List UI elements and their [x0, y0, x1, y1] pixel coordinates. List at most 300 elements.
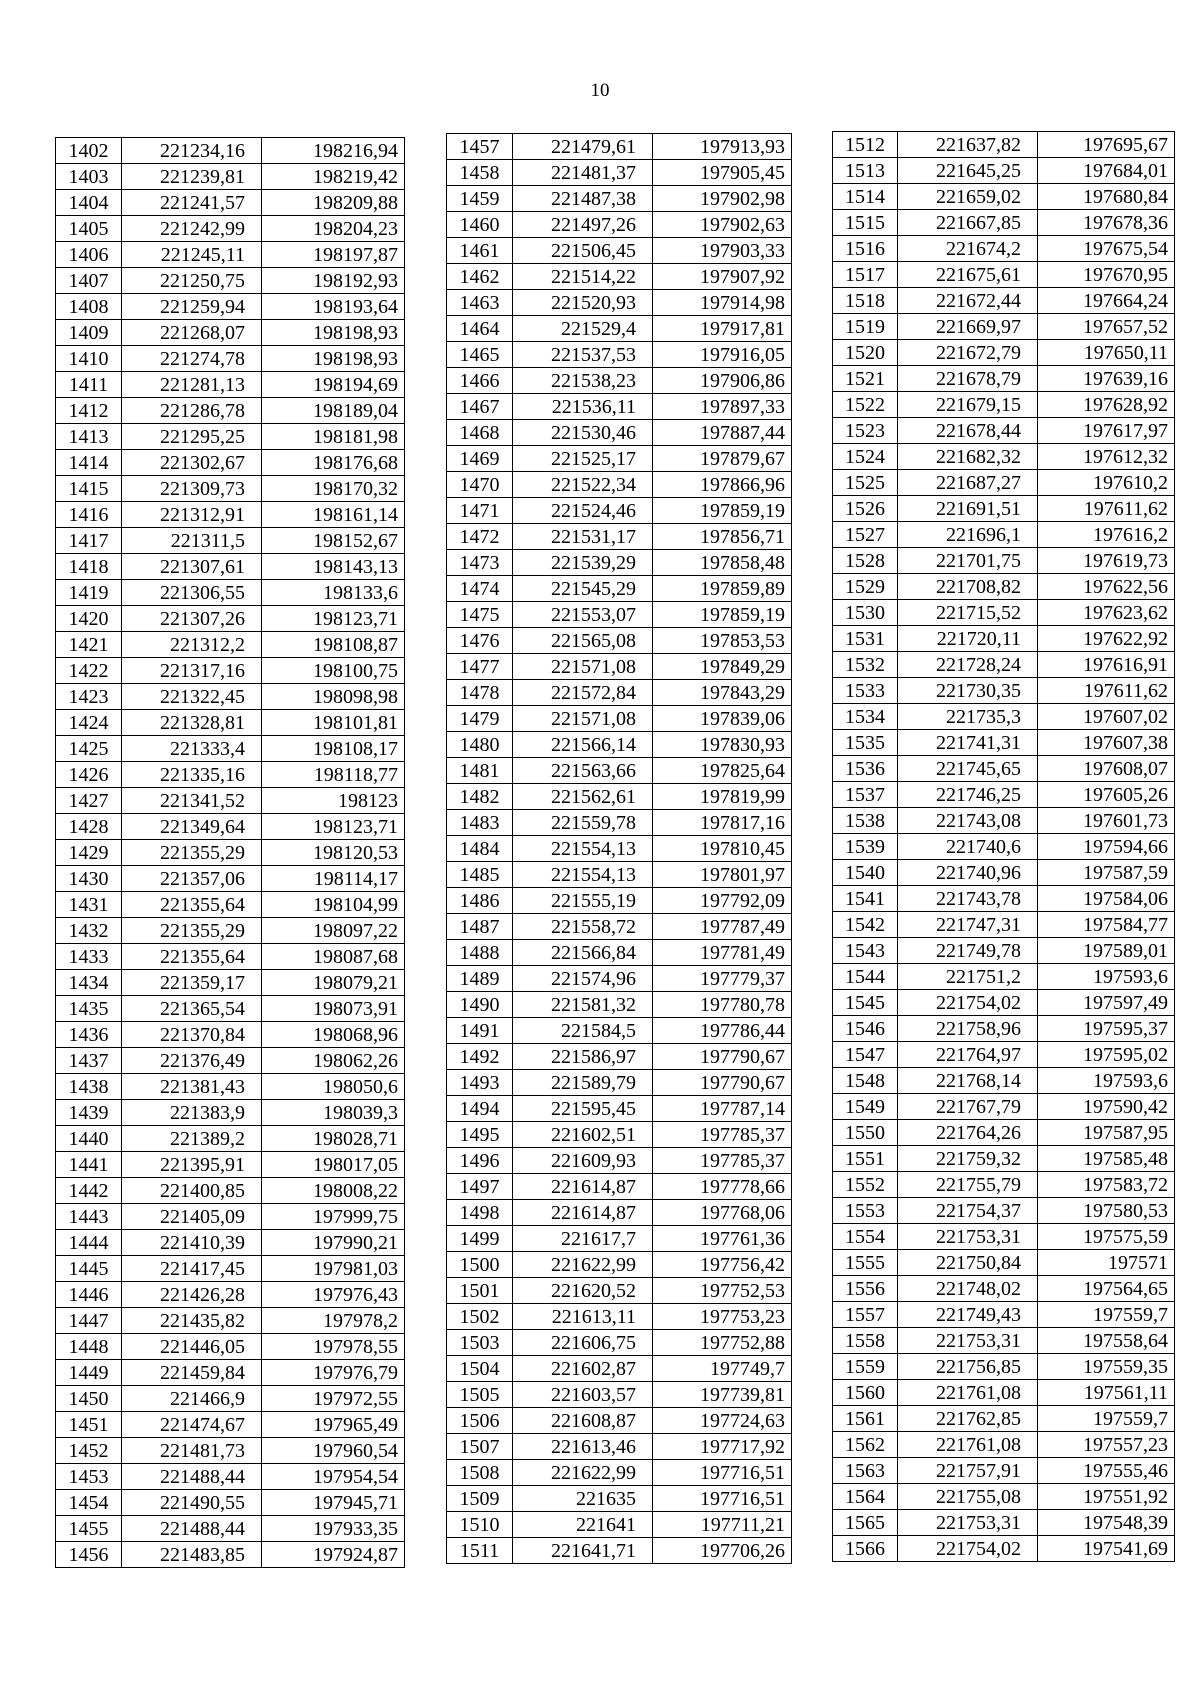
- table-row: [833, 392, 1175, 418]
- x-coordinate-cell: 221328,81: [122, 710, 262, 736]
- table-row: [56, 528, 405, 554]
- point-number-cell: 1471: [447, 498, 513, 524]
- point-number-cell: 1555: [833, 1250, 898, 1276]
- point-number-cell: 1523: [833, 418, 898, 444]
- point-number-cell: 1536: [833, 756, 898, 782]
- table-row: [447, 628, 792, 654]
- point-number-cell: 1419: [56, 580, 122, 606]
- table-row: [833, 444, 1175, 470]
- point-number-cell: 1546: [833, 1016, 898, 1042]
- point-number-cell: 1482: [447, 784, 513, 810]
- y-coordinate-cell: 197916,05: [653, 342, 792, 368]
- point-number-cell: 1481: [447, 758, 513, 784]
- table-row: [56, 242, 405, 268]
- point-number-cell: 1503: [447, 1330, 513, 1356]
- table-row: [447, 264, 792, 290]
- point-number-cell: 1455: [56, 1516, 122, 1542]
- table-row: [56, 658, 405, 684]
- x-coordinate-cell: 221559,78: [513, 810, 653, 836]
- x-coordinate-cell: 221307,61: [122, 554, 262, 580]
- x-coordinate-cell: 221376,49: [122, 1048, 262, 1074]
- y-coordinate-cell: 198219,42: [262, 164, 405, 190]
- y-coordinate-cell: 197853,53: [653, 628, 792, 654]
- point-number-cell: 1448: [56, 1334, 122, 1360]
- y-coordinate-cell: 197933,35: [262, 1516, 405, 1542]
- x-coordinate-cell: 221417,45: [122, 1256, 262, 1282]
- x-coordinate-cell: 221520,93: [513, 290, 653, 316]
- point-number-cell: 1556: [833, 1276, 898, 1302]
- point-number-cell: 1562: [833, 1432, 898, 1458]
- table-row: [56, 1152, 405, 1178]
- x-coordinate-cell: 221479,61: [513, 134, 653, 160]
- table-row: [447, 862, 792, 888]
- x-coordinate-cell: 221459,84: [122, 1360, 262, 1386]
- table-row: [833, 1172, 1175, 1198]
- x-coordinate-cell: 221751,2: [898, 964, 1038, 990]
- x-coordinate-cell: 221602,51: [513, 1122, 653, 1148]
- x-coordinate-cell: 221602,87: [513, 1356, 653, 1382]
- table-row: [833, 1016, 1175, 1042]
- x-coordinate-cell: 221735,3: [898, 704, 1038, 730]
- table-row: [56, 554, 405, 580]
- point-number-cell: 1547: [833, 1042, 898, 1068]
- table-row: [833, 1406, 1175, 1432]
- table-row: [833, 1458, 1175, 1484]
- coordinate-table-2: [446, 133, 792, 1564]
- point-number-cell: 1411: [56, 372, 122, 398]
- table-row: [447, 186, 792, 212]
- point-number-cell: 1406: [56, 242, 122, 268]
- x-coordinate-cell: 221312,91: [122, 502, 262, 528]
- x-coordinate-cell: 221740,6: [898, 834, 1038, 860]
- point-number-cell: 1491: [447, 1018, 513, 1044]
- y-coordinate-cell: 197897,33: [653, 394, 792, 420]
- point-number-cell: 1420: [56, 606, 122, 632]
- y-coordinate-cell: 197945,71: [262, 1490, 405, 1516]
- table-row: [833, 1250, 1175, 1276]
- x-coordinate-cell: 221759,32: [898, 1146, 1038, 1172]
- x-coordinate-cell: 221554,13: [513, 862, 653, 888]
- x-coordinate-cell: 221529,4: [513, 316, 653, 342]
- x-coordinate-cell: 221678,44: [898, 418, 1038, 444]
- x-coordinate-cell: 221675,61: [898, 262, 1038, 288]
- point-number-cell: 1414: [56, 450, 122, 476]
- point-number-cell: 1542: [833, 912, 898, 938]
- y-coordinate-cell: 198170,32: [262, 476, 405, 502]
- x-coordinate-cell: 221524,46: [513, 498, 653, 524]
- y-coordinate-cell: 197859,19: [653, 602, 792, 628]
- coordinate-table-1: [55, 137, 405, 1568]
- x-coordinate-cell: 221757,91: [898, 1458, 1038, 1484]
- table-row: [447, 940, 792, 966]
- y-coordinate-cell: 197785,37: [653, 1122, 792, 1148]
- table-row: [833, 964, 1175, 990]
- x-coordinate-cell: 221764,26: [898, 1120, 1038, 1146]
- x-coordinate-cell: 221728,24: [898, 652, 1038, 678]
- table-row: [56, 1256, 405, 1282]
- x-coordinate-cell: 221720,11: [898, 626, 1038, 652]
- point-number-cell: 1459: [447, 186, 513, 212]
- point-number-cell: 1530: [833, 600, 898, 626]
- table-row: [447, 1096, 792, 1122]
- y-coordinate-cell: 198194,69: [262, 372, 405, 398]
- table-row: [56, 970, 405, 996]
- point-number-cell: 1504: [447, 1356, 513, 1382]
- point-number-cell: 1524: [833, 444, 898, 470]
- table-row: [447, 1148, 792, 1174]
- point-number-cell: 1538: [833, 808, 898, 834]
- table-row: [447, 368, 792, 394]
- point-number-cell: 1563: [833, 1458, 898, 1484]
- table-row: [447, 914, 792, 940]
- table-row: [447, 134, 792, 160]
- table-row: [447, 1538, 792, 1564]
- point-number-cell: 1550: [833, 1120, 898, 1146]
- table-row: [447, 602, 792, 628]
- x-coordinate-cell: 221565,08: [513, 628, 653, 654]
- y-coordinate-cell: 197597,49: [1038, 990, 1175, 1016]
- point-number-cell: 1467: [447, 394, 513, 420]
- y-coordinate-cell: 198108,17: [262, 736, 405, 762]
- x-coordinate-cell: 221753,31: [898, 1224, 1038, 1250]
- x-coordinate-cell: 221764,97: [898, 1042, 1038, 1068]
- y-coordinate-cell: 198039,3: [262, 1100, 405, 1126]
- y-coordinate-cell: 197749,7: [653, 1356, 792, 1382]
- x-coordinate-cell: 221474,67: [122, 1412, 262, 1438]
- x-coordinate-cell: 221234,16: [122, 138, 262, 164]
- x-coordinate-cell: 221667,85: [898, 210, 1038, 236]
- y-coordinate-cell: 197616,2: [1038, 522, 1175, 548]
- x-coordinate-cell: 221741,31: [898, 730, 1038, 756]
- table-row: [56, 268, 405, 294]
- y-coordinate-cell: 198161,14: [262, 502, 405, 528]
- table-row: [447, 1018, 792, 1044]
- table-row: [447, 342, 792, 368]
- y-coordinate-cell: 197628,92: [1038, 392, 1175, 418]
- table-row: [56, 788, 405, 814]
- x-coordinate-cell: 221309,73: [122, 476, 262, 502]
- y-coordinate-cell: 197999,75: [262, 1204, 405, 1230]
- x-coordinate-cell: 221696,1: [898, 522, 1038, 548]
- point-number-cell: 1488: [447, 940, 513, 966]
- x-coordinate-cell: 221571,08: [513, 654, 653, 680]
- point-number-cell: 1500: [447, 1252, 513, 1278]
- point-number-cell: 1432: [56, 918, 122, 944]
- x-coordinate-cell: 221536,11: [513, 394, 653, 420]
- table-row: [447, 550, 792, 576]
- x-coordinate-cell: 221755,08: [898, 1484, 1038, 1510]
- y-coordinate-cell: 197559,35: [1038, 1354, 1175, 1380]
- table-row: [447, 1356, 792, 1382]
- y-coordinate-cell: 197787,49: [653, 914, 792, 940]
- y-coordinate-cell: 198098,98: [262, 684, 405, 710]
- point-number-cell: 1520: [833, 340, 898, 366]
- y-coordinate-cell: 197607,38: [1038, 730, 1175, 756]
- y-coordinate-cell: 198152,67: [262, 528, 405, 554]
- y-coordinate-cell: 197902,98: [653, 186, 792, 212]
- x-coordinate-cell: 221645,25: [898, 158, 1038, 184]
- x-coordinate-cell: 221259,94: [122, 294, 262, 320]
- point-number-cell: 1498: [447, 1200, 513, 1226]
- y-coordinate-cell: 197990,21: [262, 1230, 405, 1256]
- y-coordinate-cell: 198068,96: [262, 1022, 405, 1048]
- x-coordinate-cell: 221682,32: [898, 444, 1038, 470]
- table-row: [447, 1486, 792, 1512]
- table-row: [447, 1278, 792, 1304]
- table-row: [56, 762, 405, 788]
- point-number-cell: 1566: [833, 1536, 898, 1562]
- x-coordinate-cell: 221383,9: [122, 1100, 262, 1126]
- x-coordinate-cell: 221745,65: [898, 756, 1038, 782]
- table-row: [833, 1432, 1175, 1458]
- y-coordinate-cell: 197716,51: [653, 1460, 792, 1486]
- x-coordinate-cell: 221563,66: [513, 758, 653, 784]
- point-number-cell: 1537: [833, 782, 898, 808]
- point-number-cell: 1532: [833, 652, 898, 678]
- y-coordinate-cell: 198050,6: [262, 1074, 405, 1100]
- point-number-cell: 1502: [447, 1304, 513, 1330]
- point-number-cell: 1540: [833, 860, 898, 886]
- table-row: [56, 632, 405, 658]
- y-coordinate-cell: 197905,45: [653, 160, 792, 186]
- table-row: [56, 216, 405, 242]
- table-row: [56, 580, 405, 606]
- x-coordinate-cell: 221767,79: [898, 1094, 1038, 1120]
- x-coordinate-cell: 221426,28: [122, 1282, 262, 1308]
- coordinate-table-3: [832, 131, 1175, 1562]
- point-number-cell: 1522: [833, 392, 898, 418]
- table-row: [833, 236, 1175, 262]
- table-row: [833, 1276, 1175, 1302]
- x-coordinate-cell: 221239,81: [122, 164, 262, 190]
- point-number-cell: 1551: [833, 1146, 898, 1172]
- y-coordinate-cell: 198079,21: [262, 970, 405, 996]
- table-row: [447, 888, 792, 914]
- table-row: [833, 548, 1175, 574]
- x-coordinate-cell: 221355,29: [122, 918, 262, 944]
- x-coordinate-cell: 221333,4: [122, 736, 262, 762]
- table-row: [447, 1408, 792, 1434]
- y-coordinate-cell: 198176,68: [262, 450, 405, 476]
- y-coordinate-cell: 197593,6: [1038, 1068, 1175, 1094]
- x-coordinate-cell: 221566,14: [513, 732, 653, 758]
- x-coordinate-cell: 221641,71: [513, 1538, 653, 1564]
- x-coordinate-cell: 221554,13: [513, 836, 653, 862]
- x-coordinate-cell: 221572,84: [513, 680, 653, 706]
- point-number-cell: 1506: [447, 1408, 513, 1434]
- y-coordinate-cell: 197706,26: [653, 1538, 792, 1564]
- point-number-cell: 1543: [833, 938, 898, 964]
- x-coordinate-cell: 221743,08: [898, 808, 1038, 834]
- y-coordinate-cell: 198028,71: [262, 1126, 405, 1152]
- table-row: [56, 1334, 405, 1360]
- table-row: [447, 706, 792, 732]
- x-coordinate-cell: 221435,82: [122, 1308, 262, 1334]
- table-row: [833, 340, 1175, 366]
- point-number-cell: 1513: [833, 158, 898, 184]
- point-number-cell: 1404: [56, 190, 122, 216]
- point-number-cell: 1473: [447, 550, 513, 576]
- table-row: [447, 836, 792, 862]
- y-coordinate-cell: 198193,64: [262, 294, 405, 320]
- table-row: [833, 1068, 1175, 1094]
- y-coordinate-cell: 197761,36: [653, 1226, 792, 1252]
- y-coordinate-cell: 197612,32: [1038, 444, 1175, 470]
- x-coordinate-cell: 221317,16: [122, 658, 262, 684]
- y-coordinate-cell: 197780,78: [653, 992, 792, 1018]
- x-coordinate-cell: 221753,31: [898, 1328, 1038, 1354]
- table-row: [447, 654, 792, 680]
- x-coordinate-cell: 221506,45: [513, 238, 653, 264]
- y-coordinate-cell: 197716,51: [653, 1486, 792, 1512]
- y-coordinate-cell: 197976,79: [262, 1360, 405, 1386]
- point-number-cell: 1490: [447, 992, 513, 1018]
- table-row: [447, 1122, 792, 1148]
- y-coordinate-cell: 197580,53: [1038, 1198, 1175, 1224]
- table-row: [833, 1302, 1175, 1328]
- y-coordinate-cell: 198062,26: [262, 1048, 405, 1074]
- x-coordinate-cell: 221488,44: [122, 1464, 262, 1490]
- table-row: [833, 184, 1175, 210]
- point-number-cell: 1474: [447, 576, 513, 602]
- table-row: [447, 732, 792, 758]
- y-coordinate-cell: 197583,72: [1038, 1172, 1175, 1198]
- table-row: [447, 680, 792, 706]
- table-row: [447, 1226, 792, 1252]
- x-coordinate-cell: 221747,31: [898, 912, 1038, 938]
- x-coordinate-cell: 221365,54: [122, 996, 262, 1022]
- table-row: [447, 524, 792, 550]
- y-coordinate-cell: 197695,67: [1038, 132, 1175, 158]
- table-row: [833, 366, 1175, 392]
- table-row: [833, 262, 1175, 288]
- table-row: [56, 944, 405, 970]
- point-number-cell: 1418: [56, 554, 122, 580]
- y-coordinate-cell: 198197,87: [262, 242, 405, 268]
- x-coordinate-cell: 221746,25: [898, 782, 1038, 808]
- y-coordinate-cell: 197559,7: [1038, 1406, 1175, 1432]
- y-coordinate-cell: 197839,06: [653, 706, 792, 732]
- point-number-cell: 1425: [56, 736, 122, 762]
- point-number-cell: 1544: [833, 964, 898, 990]
- table-row: [447, 784, 792, 810]
- point-number-cell: 1462: [447, 264, 513, 290]
- y-coordinate-cell: 197972,55: [262, 1386, 405, 1412]
- x-coordinate-cell: 221335,16: [122, 762, 262, 788]
- y-coordinate-cell: 197675,54: [1038, 236, 1175, 262]
- y-coordinate-cell: 198008,22: [262, 1178, 405, 1204]
- point-number-cell: 1548: [833, 1068, 898, 1094]
- table-row: [833, 678, 1175, 704]
- y-coordinate-cell: 197555,46: [1038, 1458, 1175, 1484]
- point-number-cell: 1458: [447, 160, 513, 186]
- point-number-cell: 1451: [56, 1412, 122, 1438]
- x-coordinate-cell: 221584,5: [513, 1018, 653, 1044]
- table-row: [833, 522, 1175, 548]
- x-coordinate-cell: 221761,08: [898, 1380, 1038, 1406]
- y-coordinate-cell: 197611,62: [1038, 496, 1175, 522]
- table-row: [56, 606, 405, 632]
- x-coordinate-cell: 221370,84: [122, 1022, 262, 1048]
- point-number-cell: 1509: [447, 1486, 513, 1512]
- y-coordinate-cell: 198097,22: [262, 918, 405, 944]
- x-coordinate-cell: 221446,05: [122, 1334, 262, 1360]
- y-coordinate-cell: 198073,91: [262, 996, 405, 1022]
- table-row: [56, 138, 405, 164]
- y-coordinate-cell: 197960,54: [262, 1438, 405, 1464]
- point-number-cell: 1410: [56, 346, 122, 372]
- table-row: [56, 294, 405, 320]
- point-number-cell: 1416: [56, 502, 122, 528]
- x-coordinate-cell: 221405,09: [122, 1204, 262, 1230]
- point-number-cell: 1453: [56, 1464, 122, 1490]
- x-coordinate-cell: 221609,93: [513, 1148, 653, 1174]
- y-coordinate-cell: 198192,93: [262, 268, 405, 294]
- y-coordinate-cell: 197561,11: [1038, 1380, 1175, 1406]
- table-row: [833, 418, 1175, 444]
- table-row: [447, 1330, 792, 1356]
- x-coordinate-cell: 221268,07: [122, 320, 262, 346]
- table-row: [447, 316, 792, 342]
- y-coordinate-cell: 197616,91: [1038, 652, 1175, 678]
- point-number-cell: 1460: [447, 212, 513, 238]
- x-coordinate-cell: 221286,78: [122, 398, 262, 424]
- point-number-cell: 1409: [56, 320, 122, 346]
- table-row: [447, 160, 792, 186]
- x-coordinate-cell: 221483,85: [122, 1542, 262, 1568]
- x-coordinate-cell: 221341,52: [122, 788, 262, 814]
- table-row: [56, 476, 405, 502]
- table-row: [56, 1230, 405, 1256]
- x-coordinate-cell: 221608,87: [513, 1408, 653, 1434]
- x-coordinate-cell: 221545,29: [513, 576, 653, 602]
- x-coordinate-cell: 221312,2: [122, 632, 262, 658]
- table-row: [833, 1042, 1175, 1068]
- x-coordinate-cell: 221490,55: [122, 1490, 262, 1516]
- x-coordinate-cell: 221755,79: [898, 1172, 1038, 1198]
- table-row: [447, 1044, 792, 1070]
- x-coordinate-cell: 221537,53: [513, 342, 653, 368]
- point-number-cell: 1413: [56, 424, 122, 450]
- table-row: [833, 1120, 1175, 1146]
- table-row: [833, 860, 1175, 886]
- x-coordinate-cell: 221730,35: [898, 678, 1038, 704]
- table-row: [833, 730, 1175, 756]
- page-number: 10: [590, 80, 610, 101]
- point-number-cell: 1468: [447, 420, 513, 446]
- point-number-cell: 1415: [56, 476, 122, 502]
- table-row: [447, 1512, 792, 1538]
- x-coordinate-cell: 221708,82: [898, 574, 1038, 600]
- table-row: [56, 1516, 405, 1542]
- y-coordinate-cell: 198101,81: [262, 710, 405, 736]
- y-coordinate-cell: 198198,93: [262, 346, 405, 372]
- y-coordinate-cell: 197787,14: [653, 1096, 792, 1122]
- table-row: [833, 1146, 1175, 1172]
- point-number-cell: 1483: [447, 810, 513, 836]
- x-coordinate-cell: 221754,02: [898, 1536, 1038, 1562]
- x-coordinate-cell: 221753,31: [898, 1510, 1038, 1536]
- point-number-cell: 1480: [447, 732, 513, 758]
- point-number-cell: 1507: [447, 1434, 513, 1460]
- point-number-cell: 1433: [56, 944, 122, 970]
- table-row: [447, 1200, 792, 1226]
- point-number-cell: 1552: [833, 1172, 898, 1198]
- point-number-cell: 1559: [833, 1354, 898, 1380]
- table-row: [833, 132, 1175, 158]
- point-number-cell: 1445: [56, 1256, 122, 1282]
- x-coordinate-cell: 221466,9: [122, 1386, 262, 1412]
